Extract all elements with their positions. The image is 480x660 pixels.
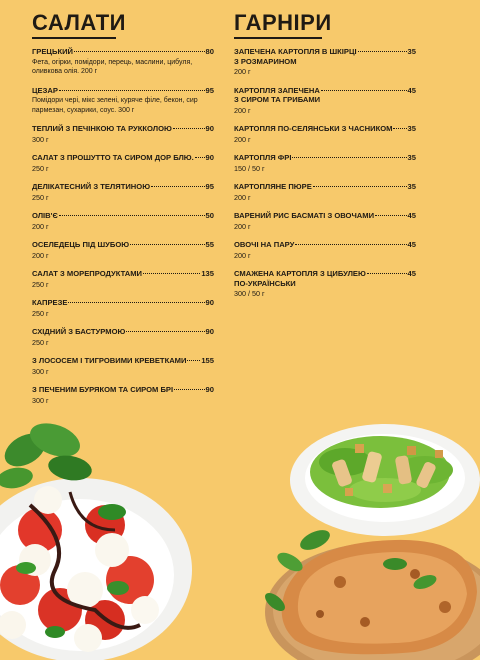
menu-item-row bbox=[234, 47, 416, 66]
menu-item bbox=[32, 269, 214, 289]
dotted-leader bbox=[68, 302, 204, 303]
menu-item bbox=[32, 153, 214, 173]
dish-price: 95 bbox=[205, 182, 214, 191]
dish-name: З ЛОСОСЕМ І ТИГРОВИМИ КРЕВЕТКАМИ bbox=[32, 356, 187, 365]
dish-name: З ПЕЧЕНИМ БУРЯКОМ ТА СИРОМ БРІ bbox=[32, 385, 174, 394]
salads-heading-underline bbox=[32, 37, 116, 39]
dish-price: 90 bbox=[205, 298, 214, 307]
dish-price: 155 bbox=[201, 356, 214, 365]
menu-item bbox=[32, 124, 214, 144]
dish-weight: 200 г bbox=[234, 105, 251, 115]
dotted-leader bbox=[375, 215, 406, 216]
menu-item-row bbox=[32, 356, 214, 366]
dish-name: САЛАТ З МОРЕПРОДУКТАМИ bbox=[32, 269, 142, 278]
dotted-leader bbox=[195, 157, 205, 158]
dish-name: КАРТОПЛЯНЕ ПЮРЕ bbox=[234, 182, 312, 191]
menu-item-row bbox=[32, 182, 214, 192]
menu-item bbox=[234, 47, 416, 77]
menu-item-row bbox=[234, 182, 416, 192]
dish-weight: 300 г bbox=[32, 366, 49, 376]
menu-item bbox=[234, 240, 416, 260]
dish-weight: 200 г bbox=[234, 250, 251, 260]
dotted-leader bbox=[367, 273, 407, 274]
dotted-leader bbox=[151, 186, 205, 187]
dish-weight: 200 г bbox=[32, 250, 49, 260]
menu-item bbox=[32, 211, 214, 231]
dish-name: ЦЕЗАР bbox=[32, 85, 58, 95]
dish-name: КАРТОПЛЯ ФРІ bbox=[234, 153, 292, 162]
dish-weight: 300 / 50 г bbox=[234, 289, 265, 298]
calzone-board-image bbox=[245, 522, 480, 660]
menu-item bbox=[234, 182, 416, 202]
dish-price: 95 bbox=[205, 85, 214, 95]
menu-item bbox=[234, 211, 416, 231]
dish-weight: 200 г bbox=[234, 67, 251, 76]
menu-item-row bbox=[32, 211, 214, 221]
menu-item-row bbox=[32, 240, 214, 250]
menu-item-row bbox=[234, 153, 416, 163]
dotted-leader bbox=[393, 128, 406, 129]
dish-weight: 200 г bbox=[32, 221, 49, 231]
caesar-salad-bowl-image bbox=[285, 412, 480, 537]
menu-item bbox=[32, 327, 214, 347]
menu-item bbox=[32, 298, 214, 318]
dotted-leader bbox=[321, 90, 406, 91]
dish-name: СХІДНИЙ З БАСТУРМОЮ bbox=[32, 327, 126, 336]
dotted-leader bbox=[174, 389, 204, 390]
menu-item bbox=[234, 124, 416, 144]
dish-name: КАРТОПЛЯ ПО-СЕЛЯНСЬКИ З ЧАСНИКОМ bbox=[234, 124, 393, 133]
dish-name: КАРТОПЛЯ ЗАПЕЧЕНА З СИРОМ ТА ГРИБАМИ bbox=[234, 85, 321, 104]
dotted-leader bbox=[59, 90, 205, 91]
dish-name: ОСЕЛЕДЕЦЬ ПІД ШУБОЮ bbox=[32, 240, 130, 249]
dish-weight: 200 г bbox=[234, 134, 251, 144]
sides-heading-underline bbox=[234, 37, 322, 39]
dish-price: 90 bbox=[205, 124, 214, 133]
dish-price: 35 bbox=[407, 47, 416, 56]
dish-price: 55 bbox=[205, 240, 214, 249]
dish-weight: 250 г bbox=[32, 337, 49, 347]
dotted-leader bbox=[358, 51, 407, 52]
dish-name: САЛАТ З ПРОШУТТО ТА СИРОМ ДОР БЛЮ. bbox=[32, 153, 194, 162]
dotted-leader bbox=[173, 128, 205, 129]
menu-item-row bbox=[32, 327, 214, 337]
sides-column bbox=[234, 10, 416, 308]
menu-item-row bbox=[32, 124, 214, 134]
menu-item-row bbox=[234, 240, 416, 250]
dish-price: 45 bbox=[407, 85, 416, 95]
dish-name: ЗАПЕЧЕНА КАРТОПЛЯ В ШКІРЦІ З РОЗМАРИНОМ bbox=[234, 47, 357, 66]
menu-item-row bbox=[32, 385, 214, 395]
menu-item-row bbox=[234, 124, 416, 134]
dish-name: ГРЕЦЬКИЙ bbox=[32, 47, 73, 56]
menu-item bbox=[32, 356, 214, 376]
dotted-leader bbox=[292, 157, 406, 158]
menu-item bbox=[234, 269, 416, 299]
dish-price: 45 bbox=[407, 211, 416, 220]
dish-price: 35 bbox=[407, 153, 416, 162]
dish-name: КАПРЕЗЕ bbox=[32, 298, 68, 307]
dotted-leader bbox=[313, 186, 407, 187]
menu-item bbox=[32, 385, 214, 405]
dish-weight: 300 г bbox=[32, 134, 49, 144]
dotted-leader bbox=[295, 244, 406, 245]
dish-name: ТЕПЛИЙ З ПЕЧІНКОЮ ТА РУККОЛОЮ bbox=[32, 124, 172, 133]
dish-price: 80 bbox=[205, 47, 214, 56]
dish-name: ВАРЕНИЙ РИС БАСМАТІ З ОВОЧАМИ bbox=[234, 211, 375, 220]
dish-name: ОЛІВ'Є bbox=[32, 211, 58, 220]
dish-price: 35 bbox=[407, 124, 416, 133]
dotted-leader bbox=[74, 51, 205, 52]
dish-price: 90 bbox=[205, 327, 214, 336]
dotted-leader bbox=[143, 273, 200, 274]
menu-item bbox=[32, 182, 214, 202]
menu-item bbox=[234, 86, 416, 116]
dish-name: ОВОЧІ НА ПАРУ bbox=[234, 240, 295, 249]
dish-weight: 300 г bbox=[32, 395, 49, 405]
menu-item-row bbox=[32, 298, 214, 308]
sides-list bbox=[234, 47, 416, 299]
dish-price: 45 bbox=[407, 269, 416, 278]
dish-price: 50 bbox=[205, 211, 214, 220]
menu-item-row bbox=[32, 269, 214, 279]
dotted-leader bbox=[126, 331, 204, 332]
dotted-leader bbox=[59, 215, 205, 216]
menu-item-row bbox=[234, 269, 416, 288]
dish-name: ДЕЛІКАТЕСНИЙ З ТЕЛЯТИНОЮ bbox=[32, 182, 151, 191]
dotted-leader bbox=[130, 244, 204, 245]
dish-weight: 250 г bbox=[32, 192, 49, 202]
salads-heading: САЛАТИ bbox=[32, 10, 126, 35]
menu-item-row bbox=[32, 86, 214, 96]
menu-item-row bbox=[32, 47, 214, 57]
dish-price: 135 bbox=[201, 269, 214, 278]
dish-description: Помідори чері, мікс зелені, куряче філе, бекон, сир пармезан, сухарики, соус. 300 г bbox=[32, 97, 198, 114]
menu-item bbox=[32, 47, 214, 77]
dish-weight: 250 г bbox=[32, 163, 49, 173]
salads-column bbox=[32, 10, 214, 414]
dish-price: 35 bbox=[407, 182, 416, 191]
dish-weight: 150 / 50 г bbox=[234, 163, 265, 173]
dish-description: Фета, огірки, помідори, перець, маслини, цибуля, оливкова олія. 200 г bbox=[32, 58, 193, 75]
dish-weight: 200 г bbox=[234, 221, 251, 231]
dish-price: 45 bbox=[407, 240, 416, 249]
salads-list bbox=[32, 47, 214, 405]
dish-name: СМАЖЕНА КАРТОПЛЯ З ЦИБУЛЕЮ ПО-УКРАЇНСЬКИ bbox=[234, 269, 366, 288]
dish-weight: 250 г bbox=[32, 279, 49, 289]
dish-weight: 250 г bbox=[32, 308, 49, 318]
dotted-leader bbox=[187, 360, 200, 361]
caprese-plate-image bbox=[0, 410, 200, 660]
dish-price: 90 bbox=[205, 153, 214, 162]
menu-item-row bbox=[234, 211, 416, 221]
sides-heading: ГАРНІРИ bbox=[234, 10, 332, 35]
dish-price: 90 bbox=[205, 385, 214, 394]
menu-item-row bbox=[234, 86, 416, 105]
menu-item-row bbox=[32, 153, 214, 163]
menu-item bbox=[234, 153, 416, 173]
menu-item bbox=[32, 240, 214, 260]
dish-weight: 200 г bbox=[234, 192, 251, 202]
menu-item bbox=[32, 86, 214, 116]
